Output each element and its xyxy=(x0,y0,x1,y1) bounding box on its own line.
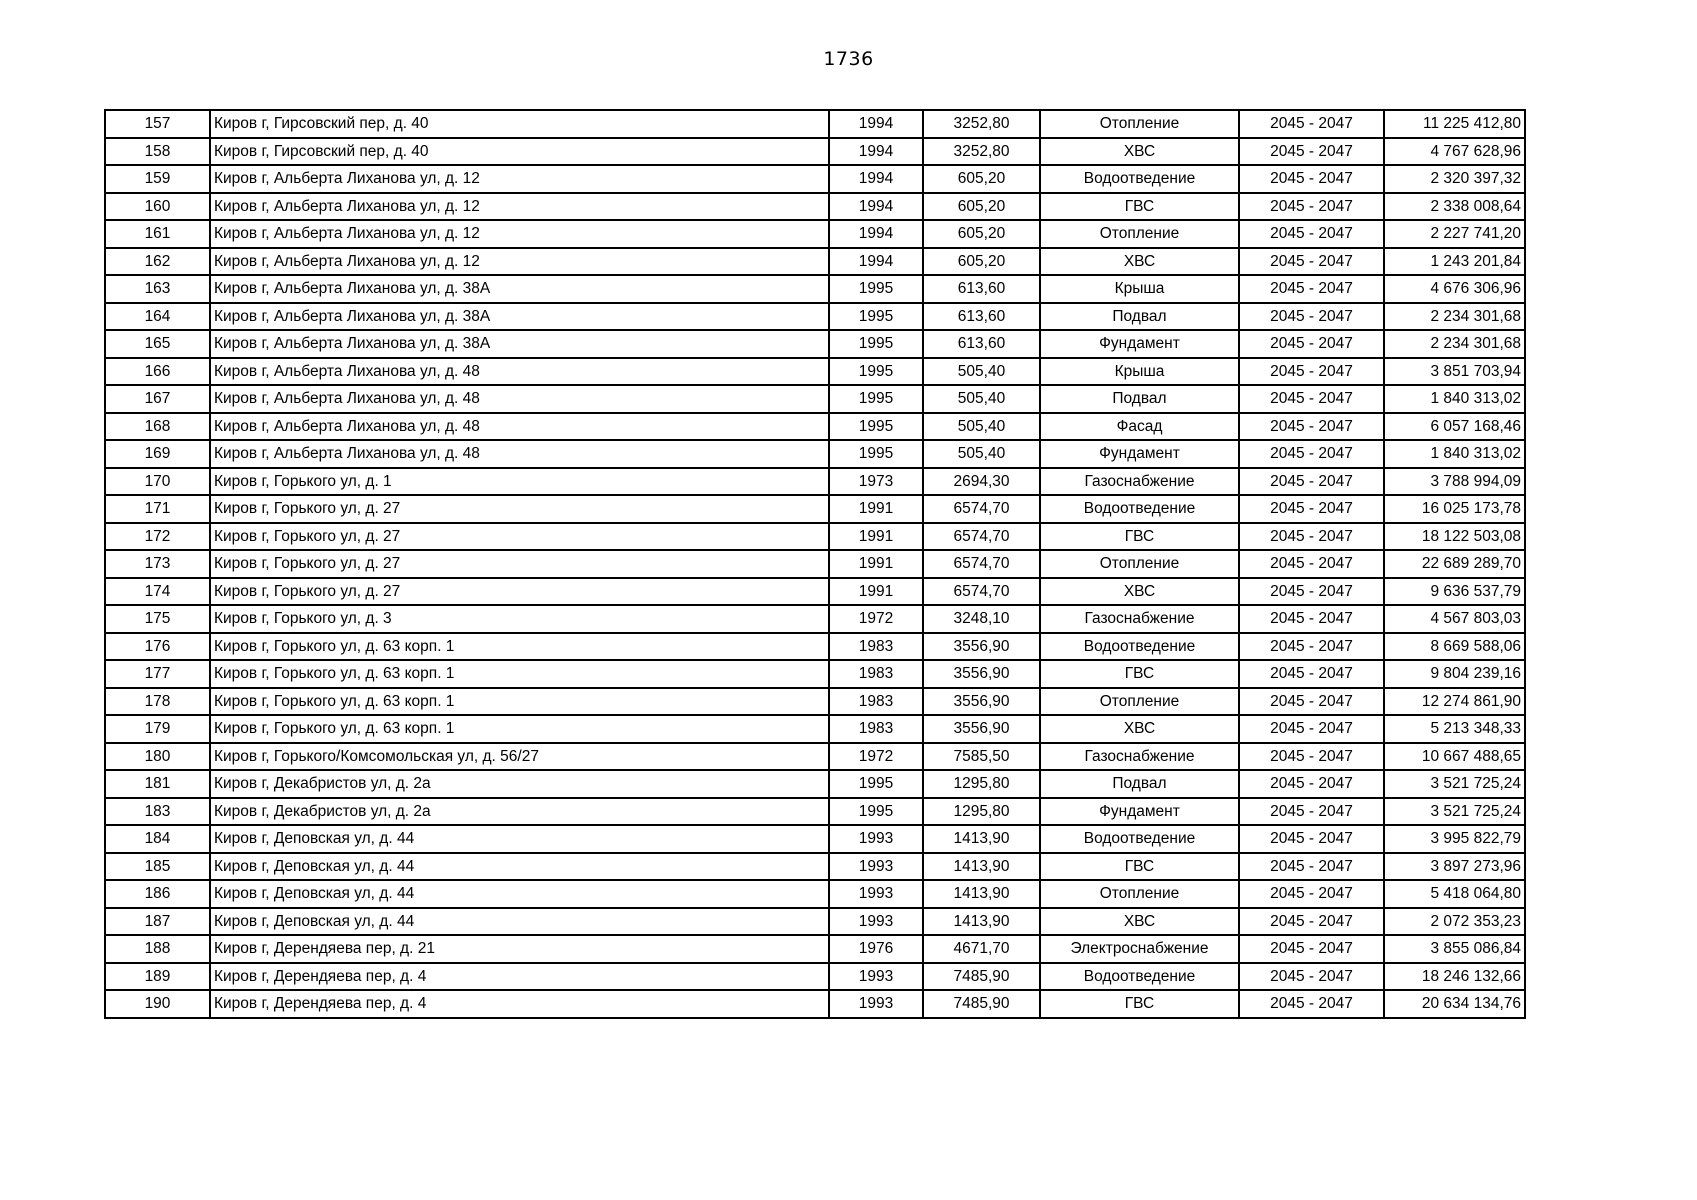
table-row xyxy=(105,385,1525,413)
row-number-cell: 183 xyxy=(105,798,210,826)
row-number-cell: 187 xyxy=(105,908,210,936)
table-row xyxy=(105,275,1525,303)
cost-cell: 4 567 803,03 xyxy=(1384,605,1525,633)
area-cell: 6574,70 xyxy=(923,523,1040,551)
table-row xyxy=(105,935,1525,963)
year-built-cell: 1994 xyxy=(829,220,923,248)
cost-cell: 5 213 348,33 xyxy=(1384,715,1525,743)
cost-cell: 2 072 353,23 xyxy=(1384,908,1525,936)
table-row xyxy=(105,798,1525,826)
cost-cell: 9 804 239,16 xyxy=(1384,660,1525,688)
cost-cell: 18 122 503,08 xyxy=(1384,523,1525,551)
row-number-cell: 179 xyxy=(105,715,210,743)
period-cell: 2045 - 2047 xyxy=(1239,550,1384,578)
address-cell: Киров г, Горького ул, д. 3 xyxy=(210,605,829,633)
page-number: 1736 xyxy=(823,48,874,70)
year-built-cell: 1995 xyxy=(829,413,923,441)
work-type-cell: ГВС xyxy=(1040,193,1239,221)
year-built-cell: 1991 xyxy=(829,550,923,578)
year-built-cell: 1993 xyxy=(829,825,923,853)
address-cell: Киров г, Гирсовский пер, д. 40 xyxy=(210,110,829,138)
cost-cell: 3 521 725,24 xyxy=(1384,770,1525,798)
row-number-cell: 177 xyxy=(105,660,210,688)
row-number-cell: 190 xyxy=(105,990,210,1018)
address-cell: Киров г, Альберта Лиханова ул, д. 48 xyxy=(210,358,829,386)
year-built-cell: 1972 xyxy=(829,605,923,633)
table-row xyxy=(105,688,1525,716)
cost-cell: 1 243 201,84 xyxy=(1384,248,1525,276)
period-cell: 2045 - 2047 xyxy=(1239,770,1384,798)
cost-cell: 3 521 725,24 xyxy=(1384,798,1525,826)
area-cell: 6574,70 xyxy=(923,578,1040,606)
cost-cell: 3 995 822,79 xyxy=(1384,825,1525,853)
row-number-cell: 165 xyxy=(105,330,210,358)
period-cell: 2045 - 2047 xyxy=(1239,605,1384,633)
table-row xyxy=(105,908,1525,936)
table-row xyxy=(105,880,1525,908)
table-row xyxy=(105,413,1525,441)
work-type-cell: ХВС xyxy=(1040,715,1239,743)
table-row xyxy=(105,825,1525,853)
address-cell: Киров г, Дерендяева пер, д. 4 xyxy=(210,963,829,991)
row-number-cell: 171 xyxy=(105,495,210,523)
address-cell: Киров г, Декабристов ул, д. 2а xyxy=(210,770,829,798)
work-type-cell: Газоснабжение xyxy=(1040,468,1239,496)
area-cell: 7485,90 xyxy=(923,963,1040,991)
cost-cell: 18 246 132,66 xyxy=(1384,963,1525,991)
table-row xyxy=(105,110,1525,138)
area-cell: 505,40 xyxy=(923,358,1040,386)
address-cell: Киров г, Гирсовский пер, д. 40 xyxy=(210,138,829,166)
row-number-cell: 159 xyxy=(105,165,210,193)
cost-cell: 9 636 537,79 xyxy=(1384,578,1525,606)
address-cell: Киров г, Деповская ул, д. 44 xyxy=(210,908,829,936)
row-number-cell: 164 xyxy=(105,303,210,331)
table-row xyxy=(105,358,1525,386)
area-cell: 3252,80 xyxy=(923,138,1040,166)
area-cell: 2694,30 xyxy=(923,468,1040,496)
area-cell: 605,20 xyxy=(923,248,1040,276)
area-cell: 3556,90 xyxy=(923,715,1040,743)
address-cell: Киров г, Горького ул, д. 27 xyxy=(210,523,829,551)
cost-cell: 16 025 173,78 xyxy=(1384,495,1525,523)
work-type-cell: Водоотведение xyxy=(1040,495,1239,523)
year-built-cell: 1991 xyxy=(829,578,923,606)
area-cell: 6574,70 xyxy=(923,495,1040,523)
table-row xyxy=(105,138,1525,166)
work-type-cell: Водоотведение xyxy=(1040,633,1239,661)
address-cell: Киров г, Альберта Лиханова ул, д. 38А xyxy=(210,330,829,358)
work-type-cell: Подвал xyxy=(1040,385,1239,413)
area-cell: 605,20 xyxy=(923,220,1040,248)
table-row xyxy=(105,523,1525,551)
row-number-cell: 157 xyxy=(105,110,210,138)
work-type-cell: Крыша xyxy=(1040,275,1239,303)
period-cell: 2045 - 2047 xyxy=(1239,880,1384,908)
table-row xyxy=(105,605,1525,633)
area-cell: 1413,90 xyxy=(923,880,1040,908)
work-type-cell: ХВС xyxy=(1040,138,1239,166)
work-type-cell: Подвал xyxy=(1040,303,1239,331)
table-row xyxy=(105,660,1525,688)
work-type-cell: Подвал xyxy=(1040,770,1239,798)
cost-cell: 5 418 064,80 xyxy=(1384,880,1525,908)
year-built-cell: 1995 xyxy=(829,770,923,798)
period-cell: 2045 - 2047 xyxy=(1239,908,1384,936)
address-cell: Киров г, Альберта Лиханова ул, д. 48 xyxy=(210,413,829,441)
table-row xyxy=(105,770,1525,798)
period-cell: 2045 - 2047 xyxy=(1239,440,1384,468)
work-type-cell: Водоотведение xyxy=(1040,825,1239,853)
address-cell: Киров г, Деповская ул, д. 44 xyxy=(210,825,829,853)
row-number-cell: 160 xyxy=(105,193,210,221)
work-type-cell: Водоотведение xyxy=(1040,963,1239,991)
address-cell: Киров г, Декабристов ул, д. 2а xyxy=(210,798,829,826)
table-row xyxy=(105,963,1525,991)
row-number-cell: 173 xyxy=(105,550,210,578)
period-cell: 2045 - 2047 xyxy=(1239,495,1384,523)
work-type-cell: Газоснабжение xyxy=(1040,605,1239,633)
work-type-cell: Водоотведение xyxy=(1040,165,1239,193)
work-type-cell: Фундамент xyxy=(1040,798,1239,826)
work-type-cell: Отопление xyxy=(1040,880,1239,908)
work-type-cell: Крыша xyxy=(1040,358,1239,386)
area-cell: 613,60 xyxy=(923,303,1040,331)
work-type-cell: Фундамент xyxy=(1040,330,1239,358)
work-type-cell: ХВС xyxy=(1040,248,1239,276)
work-type-cell: Фундамент xyxy=(1040,440,1239,468)
table-row xyxy=(105,303,1525,331)
year-built-cell: 1994 xyxy=(829,165,923,193)
address-cell: Киров г, Альберта Лиханова ул, д. 12 xyxy=(210,248,829,276)
year-built-cell: 1994 xyxy=(829,138,923,166)
row-number-cell: 180 xyxy=(105,743,210,771)
address-cell: Киров г, Альберта Лиханова ул, д. 12 xyxy=(210,220,829,248)
period-cell: 2045 - 2047 xyxy=(1239,330,1384,358)
area-cell: 1295,80 xyxy=(923,770,1040,798)
work-type-cell: ХВС xyxy=(1040,578,1239,606)
year-built-cell: 1993 xyxy=(829,963,923,991)
period-cell: 2045 - 2047 xyxy=(1239,165,1384,193)
row-number-cell: 185 xyxy=(105,853,210,881)
row-number-cell: 162 xyxy=(105,248,210,276)
work-type-cell: Отопление xyxy=(1040,688,1239,716)
address-cell: Киров г, Деповская ул, д. 44 xyxy=(210,853,829,881)
cost-cell: 4 676 306,96 xyxy=(1384,275,1525,303)
address-cell: Киров г, Горького ул, д. 63 корп. 1 xyxy=(210,660,829,688)
period-cell: 2045 - 2047 xyxy=(1239,110,1384,138)
period-cell: 2045 - 2047 xyxy=(1239,220,1384,248)
work-type-cell: ГВС xyxy=(1040,853,1239,881)
address-cell: Киров г, Альберта Лиханова ул, д. 12 xyxy=(210,193,829,221)
year-built-cell: 1995 xyxy=(829,330,923,358)
period-cell: 2045 - 2047 xyxy=(1239,853,1384,881)
year-built-cell: 1994 xyxy=(829,193,923,221)
period-cell: 2045 - 2047 xyxy=(1239,303,1384,331)
table-row xyxy=(105,330,1525,358)
row-number-cell: 172 xyxy=(105,523,210,551)
period-cell: 2045 - 2047 xyxy=(1239,688,1384,716)
area-cell: 7585,50 xyxy=(923,743,1040,771)
work-type-cell: Электроснабжение xyxy=(1040,935,1239,963)
address-cell: Киров г, Дерендяева пер, д. 21 xyxy=(210,935,829,963)
cost-cell: 10 667 488,65 xyxy=(1384,743,1525,771)
year-built-cell: 1995 xyxy=(829,798,923,826)
row-number-cell: 163 xyxy=(105,275,210,303)
address-cell: Киров г, Альберта Лиханова ул, д. 38А xyxy=(210,275,829,303)
address-cell: Киров г, Горького ул, д. 63 корп. 1 xyxy=(210,688,829,716)
area-cell: 1413,90 xyxy=(923,908,1040,936)
table-row xyxy=(105,193,1525,221)
area-cell: 505,40 xyxy=(923,413,1040,441)
table-row xyxy=(105,440,1525,468)
year-built-cell: 1991 xyxy=(829,495,923,523)
year-built-cell: 1991 xyxy=(829,523,923,551)
period-cell: 2045 - 2047 xyxy=(1239,990,1384,1018)
work-type-cell: ХВС xyxy=(1040,908,1239,936)
cost-cell: 3 851 703,94 xyxy=(1384,358,1525,386)
period-cell: 2045 - 2047 xyxy=(1239,825,1384,853)
row-number-cell: 178 xyxy=(105,688,210,716)
cost-cell: 2 234 301,68 xyxy=(1384,303,1525,331)
period-cell: 2045 - 2047 xyxy=(1239,743,1384,771)
work-type-cell: Фасад xyxy=(1040,413,1239,441)
year-built-cell: 1983 xyxy=(829,715,923,743)
table-row xyxy=(105,853,1525,881)
period-cell: 2045 - 2047 xyxy=(1239,798,1384,826)
year-built-cell: 1993 xyxy=(829,853,923,881)
area-cell: 1413,90 xyxy=(923,853,1040,881)
table-row xyxy=(105,220,1525,248)
area-cell: 3252,80 xyxy=(923,110,1040,138)
area-cell: 3556,90 xyxy=(923,633,1040,661)
area-cell: 3248,10 xyxy=(923,605,1040,633)
row-number-cell: 186 xyxy=(105,880,210,908)
period-cell: 2045 - 2047 xyxy=(1239,193,1384,221)
year-built-cell: 1995 xyxy=(829,275,923,303)
area-cell: 613,60 xyxy=(923,275,1040,303)
area-cell: 4671,70 xyxy=(923,935,1040,963)
row-number-cell: 189 xyxy=(105,963,210,991)
row-number-cell: 166 xyxy=(105,358,210,386)
cost-cell: 11 225 412,80 xyxy=(1384,110,1525,138)
year-built-cell: 1995 xyxy=(829,440,923,468)
area-cell: 6574,70 xyxy=(923,550,1040,578)
period-cell: 2045 - 2047 xyxy=(1239,138,1384,166)
address-cell: Киров г, Альберта Лиханова ул, д. 48 xyxy=(210,385,829,413)
table-row xyxy=(105,633,1525,661)
year-built-cell: 1993 xyxy=(829,880,923,908)
address-cell: Киров г, Дерендяева пер, д. 4 xyxy=(210,990,829,1018)
cost-cell: 1 840 313,02 xyxy=(1384,385,1525,413)
year-built-cell: 1995 xyxy=(829,358,923,386)
period-cell: 2045 - 2047 xyxy=(1239,385,1384,413)
cost-cell: 3 855 086,84 xyxy=(1384,935,1525,963)
table-body xyxy=(105,110,1525,1018)
row-number-cell: 170 xyxy=(105,468,210,496)
period-cell: 2045 - 2047 xyxy=(1239,633,1384,661)
address-cell: Киров г, Горького/Комсомольская ул, д. 56/27 xyxy=(210,743,829,771)
row-number-cell: 168 xyxy=(105,413,210,441)
table-row xyxy=(105,248,1525,276)
year-built-cell: 1993 xyxy=(829,990,923,1018)
area-cell: 3556,90 xyxy=(923,660,1040,688)
address-cell: Киров г, Альберта Лиханова ул, д. 48 xyxy=(210,440,829,468)
period-cell: 2045 - 2047 xyxy=(1239,660,1384,688)
table-row xyxy=(105,468,1525,496)
year-built-cell: 1995 xyxy=(829,385,923,413)
period-cell: 2045 - 2047 xyxy=(1239,275,1384,303)
year-built-cell: 1993 xyxy=(829,908,923,936)
address-cell: Киров г, Горького ул, д. 63 корп. 1 xyxy=(210,633,829,661)
area-cell: 7485,90 xyxy=(923,990,1040,1018)
address-cell: Киров г, Горького ул, д. 1 xyxy=(210,468,829,496)
work-type-cell: Отопление xyxy=(1040,110,1239,138)
area-cell: 1413,90 xyxy=(923,825,1040,853)
address-cell: Киров г, Горького ул, д. 27 xyxy=(210,495,829,523)
area-cell: 605,20 xyxy=(923,165,1040,193)
period-cell: 2045 - 2047 xyxy=(1239,578,1384,606)
area-cell: 3556,90 xyxy=(923,688,1040,716)
period-cell: 2045 - 2047 xyxy=(1239,413,1384,441)
year-built-cell: 1994 xyxy=(829,110,923,138)
year-built-cell: 1983 xyxy=(829,688,923,716)
cost-cell: 1 840 313,02 xyxy=(1384,440,1525,468)
table-row xyxy=(105,165,1525,193)
row-number-cell: 175 xyxy=(105,605,210,633)
cost-cell: 6 057 168,46 xyxy=(1384,413,1525,441)
period-cell: 2045 - 2047 xyxy=(1239,468,1384,496)
work-type-cell: ГВС xyxy=(1040,523,1239,551)
year-built-cell: 1972 xyxy=(829,743,923,771)
cost-cell: 22 689 289,70 xyxy=(1384,550,1525,578)
area-cell: 505,40 xyxy=(923,385,1040,413)
row-number-cell: 167 xyxy=(105,385,210,413)
work-type-cell: ГВС xyxy=(1040,990,1239,1018)
address-cell: Киров г, Деповская ул, д. 44 xyxy=(210,880,829,908)
work-type-cell: Отопление xyxy=(1040,220,1239,248)
address-cell: Киров г, Горького ул, д. 63 корп. 1 xyxy=(210,715,829,743)
cost-cell: 20 634 134,76 xyxy=(1384,990,1525,1018)
year-built-cell: 1976 xyxy=(829,935,923,963)
address-cell: Киров г, Альберта Лиханова ул, д. 38А xyxy=(210,303,829,331)
table-row xyxy=(105,990,1525,1018)
work-type-cell: ГВС xyxy=(1040,660,1239,688)
row-number-cell: 169 xyxy=(105,440,210,468)
period-cell: 2045 - 2047 xyxy=(1239,523,1384,551)
cost-cell: 12 274 861,90 xyxy=(1384,688,1525,716)
row-number-cell: 184 xyxy=(105,825,210,853)
work-type-cell: Отопление xyxy=(1040,550,1239,578)
table-row xyxy=(105,743,1525,771)
address-cell: Киров г, Горького ул, д. 27 xyxy=(210,578,829,606)
row-number-cell: 161 xyxy=(105,220,210,248)
period-cell: 2045 - 2047 xyxy=(1239,935,1384,963)
work-type-cell: Газоснабжение xyxy=(1040,743,1239,771)
cost-cell: 2 234 301,68 xyxy=(1384,330,1525,358)
address-cell: Киров г, Горького ул, д. 27 xyxy=(210,550,829,578)
repair-schedule-table xyxy=(104,109,1526,1019)
year-built-cell: 1983 xyxy=(829,660,923,688)
cost-cell: 3 788 994,09 xyxy=(1384,468,1525,496)
cost-cell: 3 897 273,96 xyxy=(1384,853,1525,881)
cost-cell: 2 227 741,20 xyxy=(1384,220,1525,248)
period-cell: 2045 - 2047 xyxy=(1239,358,1384,386)
table-row xyxy=(105,578,1525,606)
table-row xyxy=(105,715,1525,743)
period-cell: 2045 - 2047 xyxy=(1239,963,1384,991)
cost-cell: 2 320 397,32 xyxy=(1384,165,1525,193)
row-number-cell: 174 xyxy=(105,578,210,606)
cost-cell: 8 669 588,06 xyxy=(1384,633,1525,661)
area-cell: 613,60 xyxy=(923,330,1040,358)
area-cell: 605,20 xyxy=(923,193,1040,221)
row-number-cell: 188 xyxy=(105,935,210,963)
area-cell: 1295,80 xyxy=(923,798,1040,826)
year-built-cell: 1994 xyxy=(829,248,923,276)
cost-cell: 2 338 008,64 xyxy=(1384,193,1525,221)
year-built-cell: 1973 xyxy=(829,468,923,496)
area-cell: 505,40 xyxy=(923,440,1040,468)
year-built-cell: 1983 xyxy=(829,633,923,661)
row-number-cell: 176 xyxy=(105,633,210,661)
period-cell: 2045 - 2047 xyxy=(1239,248,1384,276)
cost-cell: 4 767 628,96 xyxy=(1384,138,1525,166)
table-row xyxy=(105,550,1525,578)
period-cell: 2045 - 2047 xyxy=(1239,715,1384,743)
row-number-cell: 181 xyxy=(105,770,210,798)
year-built-cell: 1995 xyxy=(829,303,923,331)
table-row xyxy=(105,495,1525,523)
address-cell: Киров г, Альберта Лиханова ул, д. 12 xyxy=(210,165,829,193)
row-number-cell: 158 xyxy=(105,138,210,166)
